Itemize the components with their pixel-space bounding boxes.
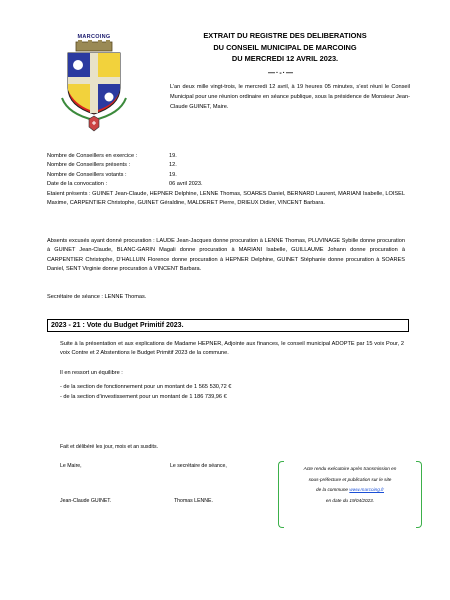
document-header [170, 30, 400, 65]
present-members: Etaient présents : GUINET Jean-Claude, HEPNER Delphine, LENNE Thomas, SOARES Daniel, BERNARD Laurent, MARIANI Isabelle, LOISEL Maxime, CARPENTIER Christophe, GUINET Géraldine, MALDERET Pierre, DRIEUX Didier, VINCENT Barbara. [47, 191, 405, 207]
count-row [47, 161, 203, 170]
count-label: Date de la convocation : [47, 181, 108, 188]
notice-text [284, 464, 416, 506]
result-intro: Il en ressort un équilibre : [60, 370, 123, 376]
header-line-1: EXTRAIT DU REGISTRE DES DELIBERATIONS [203, 31, 367, 40]
count-row [47, 171, 203, 180]
executory-notice [278, 461, 422, 526]
council-counts [47, 152, 203, 190]
maire-title: Le Maire, [60, 463, 82, 469]
absent-members: Absents excusés ayant donné procuration : LAUDE Jean-Jacques donne procuration à LENNE Thomas, PLUVINAGE Sybille donne procuration à GUINET Jean-Claude, BLANC-GARIN Magali donne procuration à MARIANI Isabelle, GUILLAUME Johann donne procuration à CARPENTIER Christophe, D’HALLUIN Florence donne procuration à HEPNER Delphine, GUINET Stéphanie donne procuration à SOARES Daniel, SENT Virginie donne procuration à VINCENT Barbara. [47, 238, 405, 273]
header-line-3: DU MERCREDI 12 AVRIL 2023. [231, 54, 339, 63]
count-value: 19. [169, 171, 177, 178]
header-separator: —·-·— [268, 70, 294, 77]
count-row [47, 180, 203, 189]
count-row [47, 152, 203, 161]
deliberation-text: Suite à la présentation et aux explications de Madame HEPNER, Adjointe aux finances, le conseil municipal ADOPTE par 15 voix Pour, 2 voix Contre et 2 Abstentions le Budget Primitif 2023 de la commune. [60, 341, 404, 357]
notice-line-4: en date du 19/04/2023. [325, 497, 375, 503]
notice-line-3 [284, 485, 416, 496]
coat-of-arms-icon [58, 40, 130, 132]
count-value: 12. [169, 162, 177, 169]
result-item: - de la section d’investissement pour un montant de 1 186 739,96 € [60, 394, 227, 400]
deliberation-title: 2023 - 21 : Vote du Budget Primitif 2023. [47, 319, 409, 332]
secretaire-title: Le secrétaire de séance, [170, 463, 227, 469]
count-value: 19. [169, 153, 177, 159]
result-item: - de la section de fonctionnement pour un montant de 1 565 530,72 € [60, 384, 232, 390]
count-value: 06 avril 2023. [169, 181, 203, 188]
closing-statement: Fait et délibéré les jour, mois et an susdits. [60, 444, 159, 450]
maire-name: Jean-Claude GUINET. [60, 498, 112, 504]
count-label: Nombre de Conseillers en exercice : [47, 153, 138, 159]
intro-paragraph: L’an deux mille vingt-trois, le mercredi 12 avril, à 19 heures 05 minutes, s’est réuni le Conseil Municipal pour une réunion ordinaire en séance publique, sous la présidence de Monsieur Jean-Claude GUINET, Maire. [170, 84, 410, 110]
header-line-2: DU CONSEIL MUNICIPAL DE MARCOING [213, 42, 357, 52]
town-logo [58, 34, 130, 137]
website-link[interactable]: www.marcoing.fr [349, 487, 384, 492]
notice-line-2: sous-préfecture et publication sur le site [308, 476, 392, 482]
secretaire-name: Thomas LENNE. [174, 498, 213, 504]
logo-name: MARCOING [77, 34, 111, 40]
session-secretary: Secrétaire de séance : LENNE Thomas. [47, 294, 147, 300]
notice-line-1: Acte rendu exécutoire après transmission en [303, 466, 397, 471]
count-label: Nombre de Conseillers présents : [47, 162, 131, 169]
count-label: Nombre de Conseillers votants : [47, 171, 127, 178]
notice-bracket-right [416, 461, 422, 528]
notice-line-3-prefix: de la commune [315, 487, 350, 492]
